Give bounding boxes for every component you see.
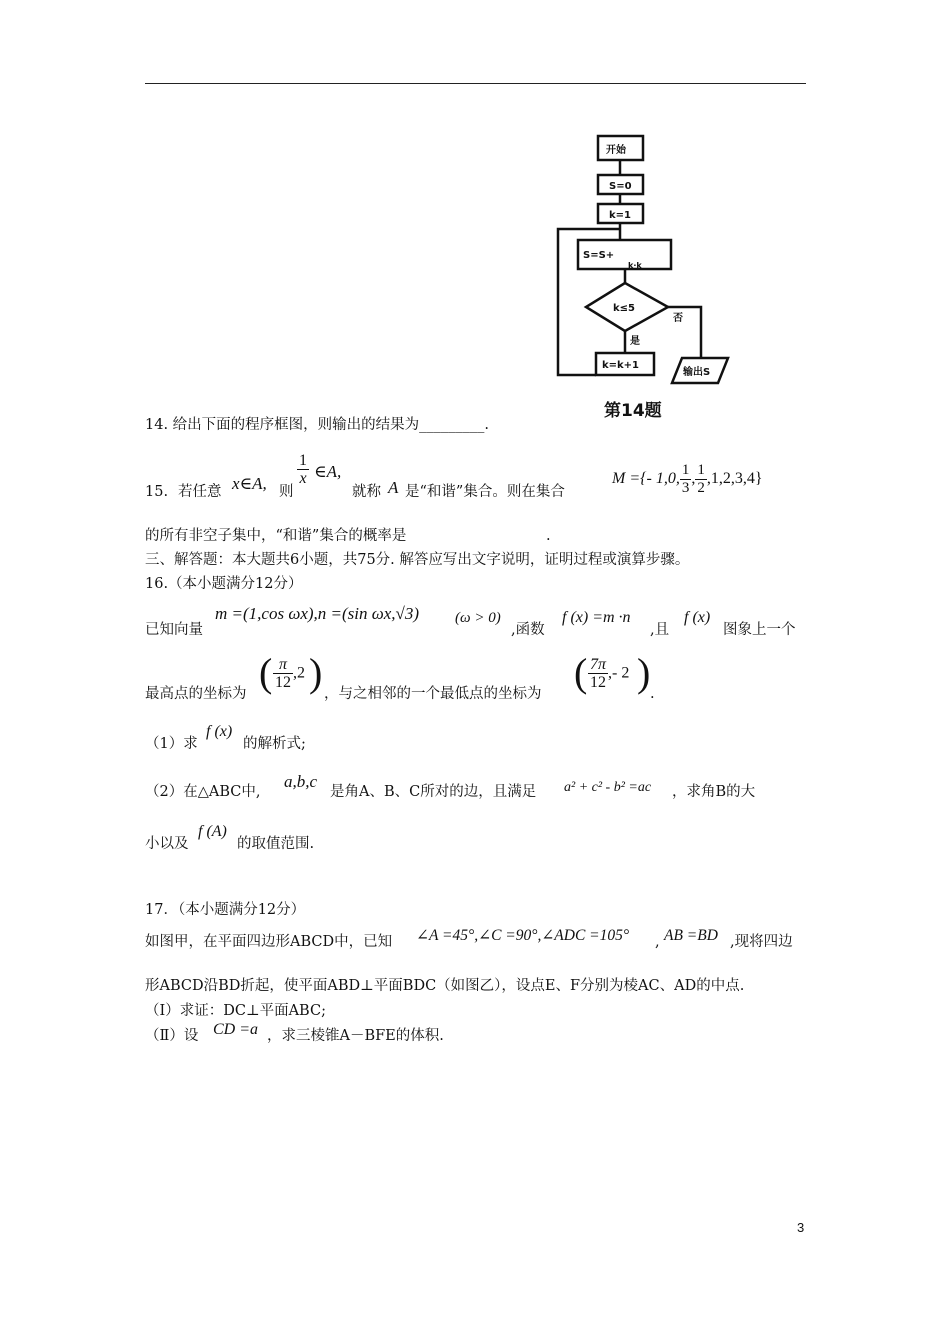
q17-header: 17．（本小题满分12分） bbox=[145, 902, 306, 918]
q15-text-3: 就称 bbox=[352, 484, 381, 500]
fc-increment-label: k=k+1 bbox=[602, 360, 640, 371]
q16-point1-num: π bbox=[273, 656, 293, 674]
q16-sub2-abc: a,b,c bbox=[284, 772, 318, 791]
fc-update-frac-label: k·k bbox=[628, 261, 642, 270]
q16-sub2-eq: a² + c² - b² =ac bbox=[564, 780, 652, 795]
q15-set-m-head: M ={- 1,0, bbox=[612, 470, 680, 488]
q16-sub1-a: （1）求 bbox=[145, 736, 198, 752]
q15-text-4: 是“和谐”集合。则在集合 bbox=[405, 484, 565, 500]
q15-set-a: A bbox=[388, 478, 399, 497]
q16-sub1-fx: f (x) bbox=[206, 723, 233, 740]
q17-line1-angles: ∠A =45°,∠C =90°,∠ADC =105° bbox=[416, 927, 630, 944]
q15-frac1-num: 1 bbox=[681, 462, 690, 478]
fc-start-label: 开始 bbox=[606, 145, 626, 156]
q15-frac-num: 1 bbox=[299, 452, 307, 469]
q16-point2-tail: ,- 2 bbox=[608, 664, 630, 682]
q16-point1-den: 12 bbox=[275, 674, 291, 691]
q16-sub2-b: 是角A、B、C所对的边，且满足 bbox=[330, 784, 537, 800]
header-rule bbox=[145, 83, 806, 84]
q16-line1-a: 已知向量 bbox=[145, 622, 203, 638]
q17-line2: 形ABCD沿BD折起，使平面ABD⊥平面BDC（如图乙），设点E、F分别为棱AC、AD的中点. bbox=[145, 978, 745, 994]
q17-line1-c: ,现将四边 bbox=[730, 934, 793, 950]
page-number: 3 bbox=[797, 1220, 805, 1235]
q17-line4-a: （Ⅱ）设 bbox=[145, 1028, 199, 1044]
q17-line4-eq: CD =a bbox=[213, 1021, 259, 1038]
q16-line2-a: 最高点的坐标为 bbox=[145, 686, 247, 702]
q17-line1-ab-bd: AB =BD bbox=[664, 927, 718, 944]
q15-condition: x∈A, bbox=[232, 474, 267, 493]
q16-line1-c: ,且 bbox=[650, 622, 670, 638]
fc-update-label: S=S+ bbox=[583, 250, 615, 261]
flowchart-figure bbox=[550, 125, 740, 395]
q14-text: 14. 给出下面的程序框图，则输出的结果为 bbox=[145, 417, 420, 433]
q16-header: 16.（本小题满分12分） bbox=[145, 576, 303, 592]
fc-no-label: 否 bbox=[673, 313, 683, 324]
q16-sub3-fa: f (A) bbox=[198, 823, 227, 840]
q15-frac-den: x bbox=[299, 470, 307, 487]
q14-line bbox=[145, 415, 489, 435]
q16-sub2-a: （2）在△ABC中, bbox=[145, 784, 261, 800]
q16-point1 bbox=[273, 656, 305, 691]
q16-line1-b: ,函数 bbox=[511, 622, 545, 638]
q14-end: . bbox=[484, 417, 490, 433]
q16-vectors: m =(1,cos ωx),n =(sin ωx,√3) bbox=[215, 604, 420, 623]
flowchart-caption: 第14题 bbox=[604, 401, 662, 421]
q16-point2-num: 7π bbox=[590, 656, 607, 673]
q15-set-m-end: ,1,2,3,4} bbox=[706, 470, 763, 488]
q15-text-2: 则 bbox=[279, 484, 294, 500]
q15-number: 15. bbox=[145, 484, 169, 500]
q14-blank: _________ bbox=[419, 417, 485, 433]
q15-text-1: 若任意 bbox=[178, 484, 222, 500]
q15-line-2: 的所有非空子集中，“和谐”集合的概率是 bbox=[145, 528, 407, 544]
section-3-heading: 三、解答题：本大题共6小题，共75分. 解答应写出文字说明，证明过程或演算步骤。 bbox=[145, 552, 690, 568]
q16-point1-lparen: ( bbox=[259, 650, 273, 695]
q15-set-m: M ={- 1,0, $\frac{1}{3}$ , $\frac{1}{2}$ ,1,2,3,4} bbox=[612, 462, 763, 496]
q16-omega: (ω > 0) bbox=[455, 610, 501, 626]
q15-tail: ∈A, bbox=[314, 462, 342, 481]
q16-sub2-c: ，求角B的大 bbox=[672, 784, 756, 800]
q15-frac bbox=[297, 452, 309, 487]
q17-line1-a: 如图甲，在平面四边形ABCD中，已知 bbox=[145, 934, 393, 950]
q15-line-2-end: . bbox=[546, 528, 551, 544]
q16-line1-d: 图象上一个 bbox=[723, 622, 796, 638]
q17-line3: （Ⅰ）求证：DC⊥平面ABC; bbox=[145, 1003, 326, 1019]
q16-sub1-b: 的解析式; bbox=[243, 736, 306, 752]
q17-line4-b: ，求三棱锥A－BFE的体积. bbox=[267, 1028, 444, 1044]
fc-condition-label: k≤5 bbox=[613, 303, 635, 314]
q16-point2-lparen: ( bbox=[574, 650, 588, 695]
fc-yes-label: 是 bbox=[630, 336, 640, 347]
q15-frac2-den: 2 bbox=[697, 480, 705, 496]
q16-sub3-b: 的取值范围. bbox=[237, 836, 315, 852]
q16-point2 bbox=[588, 656, 629, 691]
q16-fx: f (x) bbox=[684, 609, 711, 626]
q16-sub3-a: 小以及 bbox=[145, 836, 189, 852]
q16-point2-den: 12 bbox=[590, 674, 606, 691]
fc-output-label: 输出S bbox=[683, 367, 711, 378]
q17-line1-b: , bbox=[655, 934, 660, 950]
q15-frac1-den: 3 bbox=[681, 480, 690, 496]
q16-point1-rparen: ) bbox=[309, 650, 323, 695]
q16-point2-rparen: ) bbox=[637, 650, 651, 695]
q16-line2-c: . bbox=[650, 686, 655, 702]
fc-init-k-label: k=1 bbox=[609, 210, 631, 221]
q16-fx-def: f (x) =m ·n bbox=[562, 609, 631, 626]
q16-point1-tail: ,2 bbox=[293, 664, 305, 682]
q16-line2-b: ，与之相邻的一个最低点的坐标为 bbox=[324, 686, 542, 702]
q15-frac2-num: 1 bbox=[697, 462, 705, 478]
fc-init-s-label: S=0 bbox=[609, 181, 632, 192]
